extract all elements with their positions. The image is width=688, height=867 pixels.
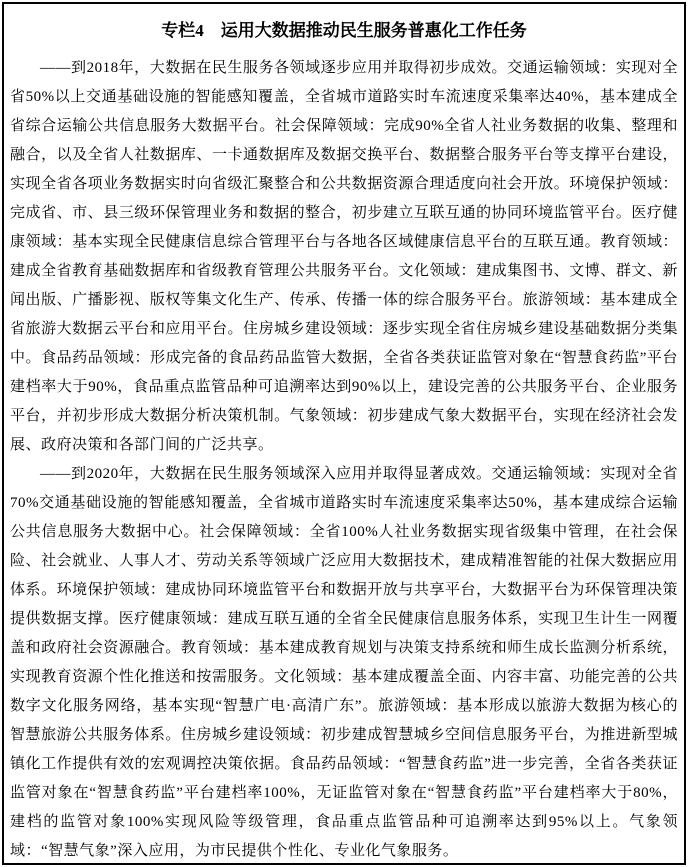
callout-box (2, 2, 686, 865)
box-body (10, 54, 678, 865)
box-title: 专栏4 运用大数据推动民生服务普惠化工作任务 (161, 21, 527, 40)
paragraph-2018-goals: ——到2018年，大数据在民生服务各领域逐步应用并取得初步成效。交通运输领域：实现对全省50%以上交通基础设施的智能感知覆盖，全省城市道路实时车流速度采集率达40%，基本建成全省综合运输公共信息服务大数据平台。社会保障领域：完成90%全省人社业务数据的收集、整理和融合，以及全省人社数据库、一卡通数据库及数据交换平台、数据整合服务平台等支撑平台建设，实现全省各项业务数据实时向省级汇聚整合和公共数据资源合理适度向社会开放。环境保护领域：完成省、市、县三级环保管理业务和数据的整合，初步建立互联互通的协同环境监管平台。医疗健康领域：基本实现全民健康信息综合管理平台与各地各区域健康信息平台的互联互通。教育领域：建成全省教育基础数据库和省级教育管理公共服务平台。文化领域：建成集图书、文博、群文、新闻出版、广播影视、版权等集文化生产、传承、传播一体的综合服务平台。旅游领域：基本建成全省旅游大数据云平台和应用平台。住房城乡建设领域：逐步实现全省住房城乡建设基础数据分类集中。食品药品领域：形成完备的食品药品监管大数据，全省各类获证监管对象在“智慧食药监”平台建档率大于90%，食品重点监管品种可追溯率达到90%以上，建设完善的公共服务平台、企业服务平台，并初步形成大数据分析决策机制。气象领域：初步建成气象大数据平台，实现在经济社会发展、政府决策和各部门间的广泛共享。 (10, 60, 678, 453)
paragraph-2020-goals: ——到2020年，大数据在民生服务领域深入应用并取得显著成效。交通运输领域：实现对全省70%交通基础设施的智能感知覆盖，全省城市道路实时车流速度采集率达50%，基本建成综合运输公共信息服务大数据中心。社会保障领域：全省100%人社业务数据实现省级集中管理，在社会保险、社会就业、人事人才、劳动关系等领域广泛应用大数据技术，建成精准智能的社保大数据应用体系。环境保护领域：建成协同环境监管平台和数据开放与共享平台，大数据平台为环保管理决策提供数据支撑。医疗健康领域：建成互联互通的全省全民健康信息服务体系，实现卫生计生一网覆盖和政府社会资源融合。教育领域：基本建成教育规划与决策支持系统和师生成长监测分析系统，实现教育资源个性化推送和按需服务。文化领域：基本建成覆盖全面、内容丰富、功能完善的公共数字文化服务网络，基本实现“智慧广电·高清广东”。旅游领域：基本形成以旅游大数据为核心的智慧旅游公共服务体系。住房城乡建设领域：初步建成智慧城乡空间信息服务平台，为推进新型城镇化工作提供有效的宏观调控决策依据。食品药品领域：“智慧食药监”进一步完善，全省各类获证监管对象在“智慧食药监”平台建档率100%，无证监管对象在“智慧食药监”平台建档率大于80%，建档的监管对象100%实现风险等级管理，食品重点监管品种可追溯率达到95%以上。气象领域：“智慧气象”深入应用，为市民提供个性化、专业化气象服务。 (10, 466, 678, 859)
